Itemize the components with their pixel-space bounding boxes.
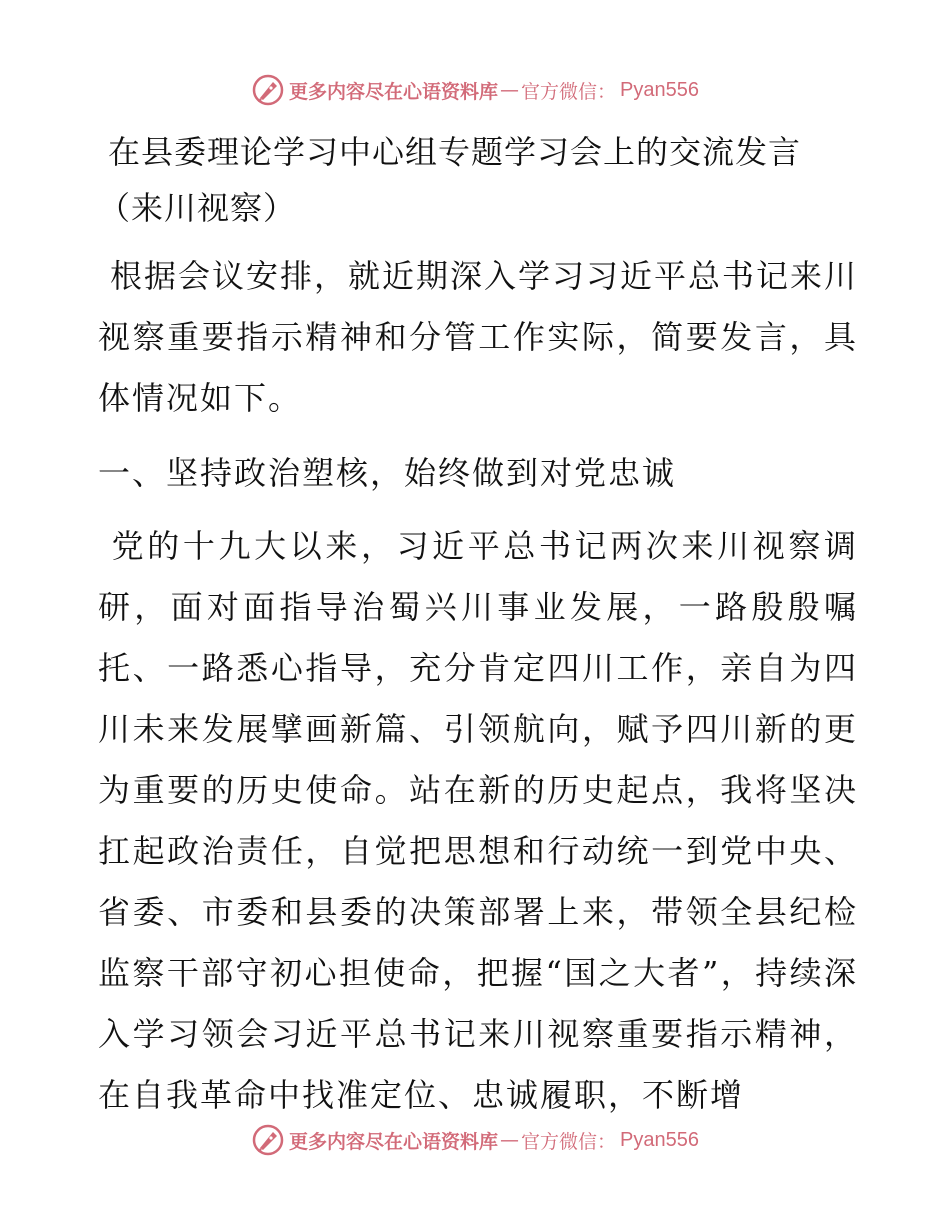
banner-wechat-id: Pyan556 xyxy=(620,1128,699,1151)
document-title: 在县委理论学习中心组专题学习会上的交流发言 xyxy=(108,133,802,171)
banner-dash: — xyxy=(500,1129,520,1151)
intro-paragraph xyxy=(98,246,858,429)
pen-nib-logo-icon xyxy=(251,73,285,107)
banner-dash: — xyxy=(500,79,520,101)
section-paragraph-text: 党的十九大以来，习近平总书记两次来川视察调研，面对面指导治蜀兴川事业发展，一路殷殷嘱托、一路悉心指导，充分肯定四川工作，亲自为四川未来发展擘画新篇、引领航向，赋予四川新的更为重要的历史使命。站在新的历史起点，我将坚决扛起政治责任，自觉把思想和行动统一到党中央、省委、市委和县委的决策部署上来，带领全县纪检监察干部守初心担使命，把握“国之大者”，持续深入学习领会习近平总书记来川视察重要指示精神，在自我革命中找准定位、忠诚履职，不断增 xyxy=(98,527,858,1114)
section-paragraph xyxy=(98,516,858,1126)
section-heading xyxy=(98,443,858,504)
document-body xyxy=(98,124,858,1140)
pen-nib-logo-icon xyxy=(251,1123,285,1157)
footer-banner xyxy=(0,1120,950,1160)
banner-site-text: 更多内容尽在心语资料库 xyxy=(289,1130,499,1153)
banner-wechat-id: Pyan556 xyxy=(620,78,699,101)
intro-text: 根据会议安排，就近期深入学习习近平总书记来川视察重要指示精神和分管工作实际，简要发言，具体情况如下。 xyxy=(98,257,859,417)
banner-site-text: 更多内容尽在心语资料库 xyxy=(289,80,499,103)
banner-wechat-label: 官方微信： xyxy=(521,80,617,103)
section-heading-text: 一、坚持政治塑核，始终做到对党忠诚 xyxy=(98,454,677,492)
banner-wechat-label: 官方微信： xyxy=(521,1130,617,1153)
document-subtitle: （来川视察） xyxy=(98,189,297,227)
header-banner xyxy=(0,70,950,110)
